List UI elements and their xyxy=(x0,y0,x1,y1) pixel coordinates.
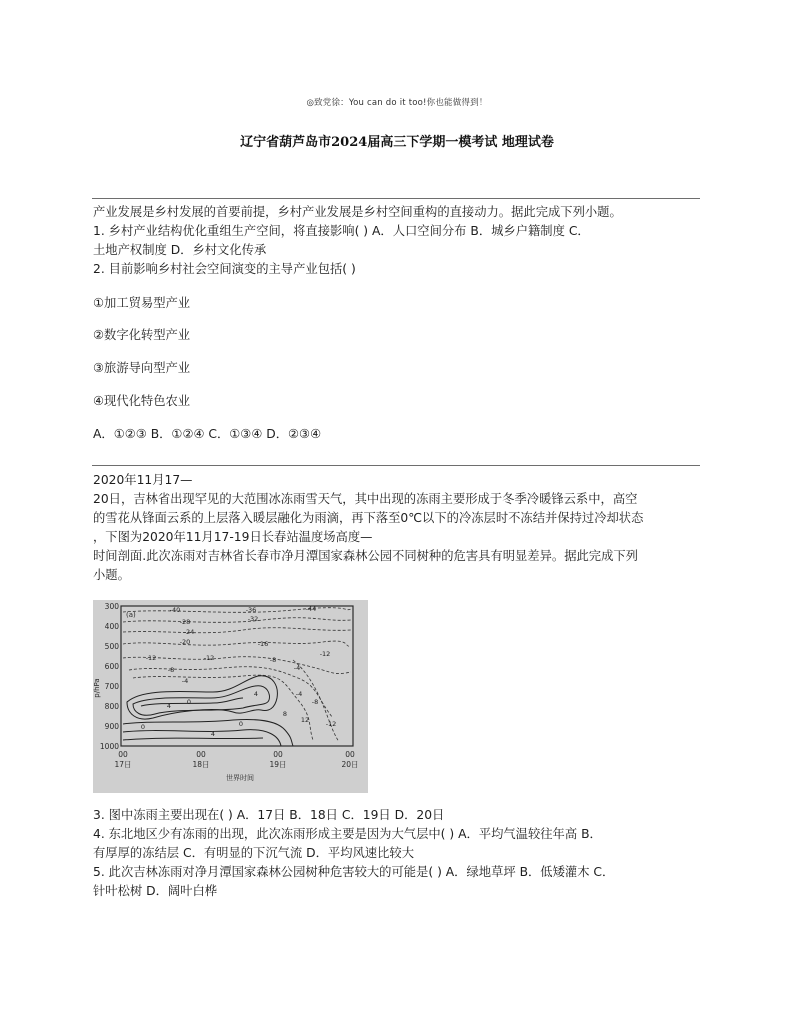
contour-label: -8 xyxy=(167,666,175,674)
y-tick: 1000 xyxy=(99,742,119,751)
x-tick-day: 19日 xyxy=(269,760,287,769)
statement-3: ③旅游导向型产业 xyxy=(93,361,191,375)
contour-label: 4 xyxy=(253,690,259,698)
x-axis-label: 世界时间 xyxy=(226,774,254,782)
x-tick-day: 20日 xyxy=(341,760,359,769)
y-axis-label: p/hPa xyxy=(93,678,101,698)
y-tick: 300 xyxy=(104,602,119,611)
contour-label: -44 xyxy=(305,605,317,613)
statement-1: ①加工贸易型产业 xyxy=(93,296,191,310)
question-5-line2: 针叶松树 D．阔叶白桦 xyxy=(93,884,218,898)
contour-label: -4 xyxy=(295,690,303,698)
section2-line3: 的雪花从锋面云系的上层落入暖层融化为雨滴，再下落至0℃以下的冷冻层时不冻结并保持过冷却状态 xyxy=(93,511,644,525)
contour-label: 8 xyxy=(282,710,288,718)
contour-label: -36 xyxy=(245,606,257,614)
x-tick-hour: 00 xyxy=(273,750,283,759)
contour-label: -12 xyxy=(203,654,215,662)
question-2: 2. 目前影响乡村社会空间演变的主导产业包括( ) xyxy=(93,262,356,276)
motto: ◎致党徐：You can do it too!你也能做得到！ xyxy=(306,98,488,108)
contour-label: -4 xyxy=(181,677,189,685)
statement-2: ②数字化转型产业 xyxy=(93,328,191,342)
contour-label: 4 xyxy=(166,702,172,710)
contour-label: -12 xyxy=(319,650,331,658)
contour-label: 0 xyxy=(238,720,244,728)
contour-label: -20 xyxy=(179,638,191,646)
divider xyxy=(92,198,700,199)
contour-label: 12 xyxy=(300,716,310,724)
section2-line5: 时间剖面.此次冻雨对吉林省长春市净月潭国家森林公园不同树种的危害具有明显差异。据此完成下列 xyxy=(93,549,638,563)
contour-label: 0 xyxy=(140,723,146,731)
contour-label: -28 xyxy=(179,618,191,626)
contour-label: -40 xyxy=(169,606,181,614)
contour-label: -16 xyxy=(257,640,269,648)
contour-label: -4 xyxy=(293,664,301,672)
question-5-line1: 5. 此次吉林冻雨对净月潭国家森林公园树种危害较大的可能是( ) A．绿地草坪 B．低矮灌木 C． xyxy=(93,865,615,879)
y-tick: 600 xyxy=(104,662,119,671)
contour-label: -8 xyxy=(311,698,319,706)
question-4-line1: 4. 东北地区少有冻雨的出现，此次冻雨形成主要是因为大气层中( ) A．平均气温较往年高 B． xyxy=(93,827,602,841)
section2-line6: 小题。 xyxy=(93,568,130,582)
y-tick: 700 xyxy=(104,682,119,691)
y-tick: 800 xyxy=(104,702,119,711)
question-1-line1: 1. 乡村产业结构优化重组生产空间，将直接影响( ) A．人口空间分布 B．城乡户籍制度 C． xyxy=(93,224,590,238)
page-title: 辽宁省葫芦岛市2024届高三下学期一模考试 地理试卷 xyxy=(240,135,554,150)
section1-intro: 产业发展是乡村发展的首要前提，乡村产业发展是乡村空间重构的直接动力。据此完成下列小题。 xyxy=(93,205,622,219)
section2-line4: ，下图为2020年11月17-19日长春站温度场高度— xyxy=(93,530,373,544)
question-1-line2: 土地产权制度 D．乡村文化传承 xyxy=(93,243,267,257)
question-3: 3. 图中冻雨主要出现在( ) A．17日 B．18日 C．19日 D．20日 xyxy=(93,808,445,822)
statement-4: ④现代化特色农业 xyxy=(93,394,191,408)
x-tick-hour: 00 xyxy=(196,750,206,759)
x-tick-day: 18日 xyxy=(192,760,210,769)
contour-label: -24 xyxy=(183,628,195,636)
section2-line2: 20日，吉林省出现罕见的大范围冰冻雨雪天气，其中出现的冻雨主要形成于冬季冷暖锋云系中，高空 xyxy=(93,492,638,506)
y-tick: 500 xyxy=(104,642,119,651)
y-tick: 400 xyxy=(104,622,119,631)
contour-label: -32 xyxy=(247,615,259,623)
contour-label: -12 xyxy=(145,654,157,662)
section2-line1: 2020年11月17— xyxy=(93,473,193,487)
y-tick: 900 xyxy=(104,722,119,731)
x-tick-hour: 00 xyxy=(118,750,128,759)
question-2-options: A．①②③ B．①②④ C．①③④ D．②③④ xyxy=(93,427,322,441)
temperature-section-figure xyxy=(93,600,368,793)
contour-label: -8 xyxy=(269,656,277,664)
contour-label: 4 xyxy=(210,730,216,738)
contour-label: 0 xyxy=(186,698,192,706)
divider xyxy=(92,465,700,466)
x-tick-hour: 00 xyxy=(345,750,355,759)
contour-plot xyxy=(93,600,368,793)
x-tick-day: 17日 xyxy=(114,760,132,769)
contour-label: -12 xyxy=(325,720,337,728)
panel-label: (a) xyxy=(126,611,136,619)
question-4-line2: 有厚厚的冻结层 C．有明显的下沉气流 D．平均风速比较大 xyxy=(93,846,414,860)
